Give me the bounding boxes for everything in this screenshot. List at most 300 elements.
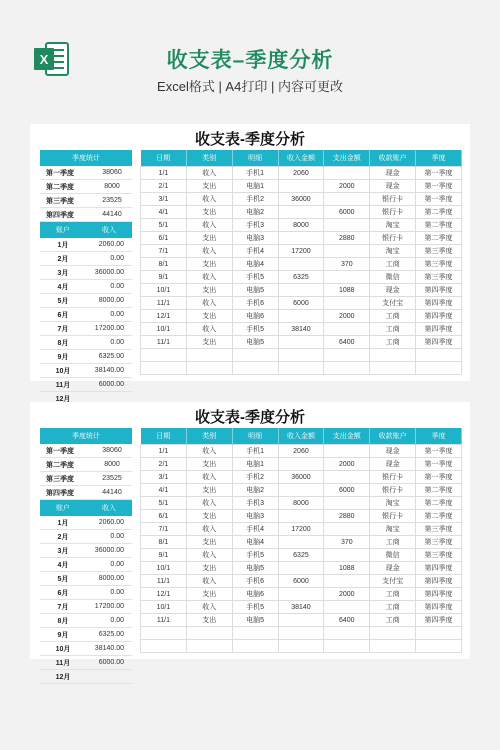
table-cell: 电脑5 xyxy=(232,284,278,297)
table-cell: 电脑3 xyxy=(232,510,278,523)
table-cell xyxy=(186,349,232,362)
quarter-row xyxy=(40,208,132,222)
table-cell xyxy=(324,575,370,588)
table-cell: 工商 xyxy=(370,310,416,323)
table-cell: 手机5 xyxy=(232,323,278,336)
table-cell xyxy=(278,336,324,349)
account-month: 12月 xyxy=(55,673,71,681)
account-month: 2月 xyxy=(57,533,69,541)
table-cell: 第二季度 xyxy=(416,206,462,219)
table-cell xyxy=(324,497,370,510)
table-cell: 淘宝 xyxy=(370,523,416,536)
table-cell: 第四季度 xyxy=(416,297,462,310)
table-row xyxy=(141,310,462,323)
table-cell: 第一季度 xyxy=(416,458,462,471)
table-cell: 电脑4 xyxy=(232,258,278,271)
account-row xyxy=(40,530,132,544)
table-cell: 370 xyxy=(324,536,370,549)
table-cell: 收入 xyxy=(186,323,232,336)
account-row xyxy=(40,558,132,572)
table-cell xyxy=(141,362,187,375)
table-cell: 5/1 xyxy=(141,497,187,510)
account-row xyxy=(40,280,132,294)
table-row xyxy=(141,245,462,258)
table-row xyxy=(141,362,462,375)
sheet-title: 收支表-季度分析 xyxy=(195,409,305,426)
account-header-label: 账户 xyxy=(56,505,70,512)
account-month: 4月 xyxy=(57,561,69,569)
table-cell: 38140 xyxy=(278,601,324,614)
table-row xyxy=(141,284,462,297)
table-cell xyxy=(278,640,324,653)
table-row xyxy=(141,549,462,562)
table-cell xyxy=(278,536,324,549)
account-row xyxy=(40,600,132,614)
table-row xyxy=(141,588,462,601)
account-income: 0.00 xyxy=(110,561,124,568)
table-cell: 收入 xyxy=(186,549,232,562)
table-cell: 第二季度 xyxy=(416,497,462,510)
table-row xyxy=(141,458,462,471)
table-cell xyxy=(416,640,462,653)
table-cell: 8/1 xyxy=(141,258,187,271)
account-month: 3月 xyxy=(57,269,69,277)
account-row xyxy=(40,614,132,628)
table-cell xyxy=(278,362,324,375)
table-cell: 6000 xyxy=(324,484,370,497)
quarter-name: 第二季度 xyxy=(46,461,74,469)
quarter-name: 第三季度 xyxy=(46,197,74,205)
table-cell: 手机5 xyxy=(232,271,278,284)
table-cell: 现金 xyxy=(370,562,416,575)
table-cell xyxy=(324,601,370,614)
table-cell: 支出 xyxy=(186,336,232,349)
table-row xyxy=(141,601,462,614)
table-cell xyxy=(324,445,370,458)
table-cell: 微信 xyxy=(370,271,416,284)
table-cell: 10/1 xyxy=(141,284,187,297)
table-row xyxy=(141,167,462,180)
table-cell: 支出 xyxy=(186,536,232,549)
table-cell: 支出 xyxy=(186,180,232,193)
table-cell: 收入 xyxy=(186,445,232,458)
table-row xyxy=(141,562,462,575)
table-cell: 支出 xyxy=(186,310,232,323)
column-header: 类别 xyxy=(186,150,232,167)
table-cell: 手机5 xyxy=(232,601,278,614)
page-subtitle: Excel格式 | A4打印 | 内容可更改 xyxy=(157,79,343,94)
table-cell: 10/1 xyxy=(141,323,187,336)
table-cell: 2880 xyxy=(324,232,370,245)
account-income: 17200.00 xyxy=(94,603,124,610)
account-income: 6325.00 xyxy=(98,353,124,360)
quarter-row xyxy=(40,166,132,180)
account-header-label: 账户 xyxy=(56,227,70,234)
table-cell: 第一季度 xyxy=(416,193,462,206)
table-cell: 电脑2 xyxy=(232,206,278,219)
account-month: 9月 xyxy=(57,631,69,639)
table-cell: 支付宝 xyxy=(370,575,416,588)
account-month: 7月 xyxy=(57,325,69,333)
quarter-value: 38060 xyxy=(102,169,122,176)
table-cell: 第四季度 xyxy=(416,310,462,323)
account-row xyxy=(40,572,132,586)
table-cell: 电脑6 xyxy=(232,310,278,323)
table-cell: 支出 xyxy=(186,206,232,219)
table-cell: 支出 xyxy=(186,510,232,523)
account-row xyxy=(40,670,132,684)
quarter-value: 23525 xyxy=(102,197,122,204)
table-cell: 手机2 xyxy=(232,471,278,484)
table-cell: 11/1 xyxy=(141,575,187,588)
quarter-name: 第三季度 xyxy=(46,475,74,483)
table-row xyxy=(141,445,462,458)
quarter-name: 第二季度 xyxy=(46,183,74,191)
table-cell: 银行卡 xyxy=(370,206,416,219)
table-cell xyxy=(278,510,324,523)
account-income: 36000.00 xyxy=(94,269,124,276)
account-income: 8000.00 xyxy=(98,575,124,582)
account-income: 0.00 xyxy=(110,283,124,290)
svg-text:X: X xyxy=(39,52,49,67)
table-row xyxy=(141,497,462,510)
table-cell xyxy=(278,180,324,193)
table-cell: 第一季度 xyxy=(416,471,462,484)
table-cell: 11/1 xyxy=(141,614,187,627)
table-cell xyxy=(324,193,370,206)
account-month: 11月 xyxy=(55,381,71,389)
table-row xyxy=(141,523,462,536)
account-month: 4月 xyxy=(57,283,69,291)
spreadsheet-preview xyxy=(30,402,470,681)
table-row xyxy=(141,271,462,284)
table-cell xyxy=(278,284,324,297)
account-row xyxy=(40,628,132,642)
transaction-table xyxy=(140,428,462,653)
account-income: 38140.00 xyxy=(94,645,124,652)
table-cell: 第四季度 xyxy=(416,614,462,627)
table-cell: 12/1 xyxy=(141,588,187,601)
table-cell: 银行卡 xyxy=(370,471,416,484)
table-cell: 2000 xyxy=(324,180,370,193)
table-row xyxy=(141,536,462,549)
table-cell: 工商 xyxy=(370,323,416,336)
table-cell: 6400 xyxy=(324,614,370,627)
table-cell xyxy=(278,349,324,362)
table-cell: 工商 xyxy=(370,601,416,614)
column-header: 季度 xyxy=(416,150,462,167)
column-header: 明细 xyxy=(232,150,278,167)
quarter-value: 8000 xyxy=(104,183,120,190)
table-cell xyxy=(278,627,324,640)
table-cell: 现金 xyxy=(370,458,416,471)
account-month: 6月 xyxy=(57,589,69,597)
table-cell: 收入 xyxy=(186,523,232,536)
table-cell xyxy=(186,362,232,375)
table-cell xyxy=(141,640,187,653)
table-cell: 4/1 xyxy=(141,206,187,219)
quarter-name: 第四季度 xyxy=(46,489,74,497)
account-month: 10月 xyxy=(55,367,71,375)
account-row xyxy=(40,586,132,600)
table-cell: 8/1 xyxy=(141,536,187,549)
table-cell: 电脑5 xyxy=(232,336,278,349)
table-cell: 8000 xyxy=(278,219,324,232)
account-month: 5月 xyxy=(57,575,69,583)
table-cell xyxy=(324,297,370,310)
table-cell: 第四季度 xyxy=(416,588,462,601)
table-cell: 7/1 xyxy=(141,523,187,536)
account-month: 9月 xyxy=(57,353,69,361)
table-cell: 2060 xyxy=(278,167,324,180)
account-month: 3月 xyxy=(57,547,69,555)
table-cell: 6000 xyxy=(324,206,370,219)
table-cell: 收入 xyxy=(186,497,232,510)
table-cell: 9/1 xyxy=(141,271,187,284)
table-cell xyxy=(232,349,278,362)
quarter-row xyxy=(40,194,132,208)
table-cell xyxy=(324,523,370,536)
column-header: 季度 xyxy=(416,428,462,445)
table-cell: 银行卡 xyxy=(370,193,416,206)
table-cell: 第二季度 xyxy=(416,484,462,497)
table-cell: 36000 xyxy=(278,193,324,206)
account-row xyxy=(40,378,132,392)
table-cell: 工商 xyxy=(370,336,416,349)
table-cell xyxy=(324,471,370,484)
table-cell xyxy=(232,640,278,653)
table-cell: 收入 xyxy=(186,601,232,614)
column-header: 日期 xyxy=(141,150,187,167)
table-cell: 7/1 xyxy=(141,245,187,258)
table-cell: 1/1 xyxy=(141,445,187,458)
table-cell xyxy=(141,627,187,640)
table-cell xyxy=(324,245,370,258)
account-income: 6000.00 xyxy=(98,659,124,666)
table-cell: 支出 xyxy=(186,232,232,245)
account-month: 1月 xyxy=(57,519,69,527)
table-row xyxy=(141,349,462,362)
table-cell: 第一季度 xyxy=(416,445,462,458)
table-cell xyxy=(141,349,187,362)
account-row xyxy=(40,238,132,252)
table-cell: 手机1 xyxy=(232,167,278,180)
table-cell: 第二季度 xyxy=(416,232,462,245)
table-cell: 第四季度 xyxy=(416,601,462,614)
table-row xyxy=(141,640,462,653)
table-cell xyxy=(278,310,324,323)
table-cell: 10/1 xyxy=(141,601,187,614)
table-row xyxy=(141,471,462,484)
table-cell: 工商 xyxy=(370,258,416,271)
table-cell: 收入 xyxy=(186,297,232,310)
spreadsheet-preview xyxy=(30,124,470,403)
account-month: 11月 xyxy=(55,659,71,667)
quarter-summary-header: 季度统计 xyxy=(40,428,132,444)
account-row xyxy=(40,252,132,266)
table-cell: 第四季度 xyxy=(416,284,462,297)
table-cell xyxy=(324,640,370,653)
table-row xyxy=(141,180,462,193)
quarter-summary-header: 季度统计 xyxy=(40,150,132,166)
sheet-title: 收支表-季度分析 xyxy=(195,131,305,148)
quarter-value: 44140 xyxy=(102,211,122,218)
account-row xyxy=(40,336,132,350)
column-header: 明细 xyxy=(232,428,278,445)
account-header xyxy=(40,222,132,238)
table-cell: 2880 xyxy=(324,510,370,523)
table-cell: 8000 xyxy=(278,497,324,510)
table-cell: 手机3 xyxy=(232,497,278,510)
table-cell: 手机5 xyxy=(232,549,278,562)
account-row xyxy=(40,294,132,308)
table-cell: 银行卡 xyxy=(370,484,416,497)
table-cell: 第四季度 xyxy=(416,336,462,349)
table-cell: 淘宝 xyxy=(370,245,416,258)
table-row xyxy=(141,510,462,523)
table-cell: 淘宝 xyxy=(370,219,416,232)
account-row xyxy=(40,308,132,322)
table-cell: 6400 xyxy=(324,336,370,349)
table-cell: 10/1 xyxy=(141,562,187,575)
table-cell: 现金 xyxy=(370,180,416,193)
table-cell: 第四季度 xyxy=(416,562,462,575)
quarter-value: 8000 xyxy=(104,461,120,468)
table-row xyxy=(141,336,462,349)
table-cell: 收入 xyxy=(186,219,232,232)
table-cell xyxy=(186,627,232,640)
quarter-value: 38060 xyxy=(102,447,122,454)
table-cell: 6000 xyxy=(278,297,324,310)
account-row xyxy=(40,544,132,558)
table-cell: 电脑2 xyxy=(232,484,278,497)
column-header: 收入金额 xyxy=(278,150,324,167)
table-cell: 2000 xyxy=(324,588,370,601)
table-cell: 电脑1 xyxy=(232,458,278,471)
income-header-label: 收入 xyxy=(102,227,116,234)
table-cell xyxy=(278,588,324,601)
account-month: 2月 xyxy=(57,255,69,263)
account-row xyxy=(40,656,132,670)
table-cell xyxy=(324,362,370,375)
table-cell: 电脑4 xyxy=(232,536,278,549)
table-row xyxy=(141,575,462,588)
table-cell: 6000 xyxy=(278,575,324,588)
table-cell xyxy=(324,271,370,284)
table-cell xyxy=(278,484,324,497)
table-cell xyxy=(416,349,462,362)
table-cell: 3/1 xyxy=(141,471,187,484)
table-row xyxy=(141,297,462,310)
table-cell: 第一季度 xyxy=(416,180,462,193)
table-cell: 电脑3 xyxy=(232,232,278,245)
table-cell: 2/1 xyxy=(141,180,187,193)
table-cell: 手机4 xyxy=(232,245,278,258)
table-cell: 收入 xyxy=(186,575,232,588)
table-cell xyxy=(324,167,370,180)
column-header: 支出金额 xyxy=(324,428,370,445)
account-header xyxy=(40,500,132,516)
table-cell: 第四季度 xyxy=(416,575,462,588)
table-cell: 1/1 xyxy=(141,167,187,180)
table-cell: 电脑6 xyxy=(232,588,278,601)
quarter-summary xyxy=(40,150,132,406)
table-cell: 第三季度 xyxy=(416,523,462,536)
account-month: 12月 xyxy=(55,395,71,403)
quarter-name: 第四季度 xyxy=(46,211,74,219)
page-title: 收支表–季度分析 xyxy=(166,49,334,72)
account-income: 17200.00 xyxy=(94,325,124,332)
table-cell: 支出 xyxy=(186,458,232,471)
account-income: 0.00 xyxy=(110,255,124,262)
column-header: 类别 xyxy=(186,428,232,445)
table-cell: 手机1 xyxy=(232,445,278,458)
account-row xyxy=(40,266,132,280)
table-cell: 手机6 xyxy=(232,297,278,310)
table-cell: 工商 xyxy=(370,536,416,549)
account-income: 0.00 xyxy=(110,589,124,596)
table-cell: 6/1 xyxy=(141,232,187,245)
table-cell: 1088 xyxy=(324,562,370,575)
table-cell: 3/1 xyxy=(141,193,187,206)
table-cell xyxy=(186,640,232,653)
table-cell: 收入 xyxy=(186,471,232,484)
table-cell: 2/1 xyxy=(141,458,187,471)
table-cell xyxy=(324,349,370,362)
table-cell xyxy=(278,562,324,575)
table-cell: 手机3 xyxy=(232,219,278,232)
account-month: 10月 xyxy=(55,645,71,653)
table-cell: 现金 xyxy=(370,167,416,180)
table-cell: 手机2 xyxy=(232,193,278,206)
quarter-row xyxy=(40,486,132,500)
table-cell: 第三季度 xyxy=(416,245,462,258)
table-cell xyxy=(324,219,370,232)
table-cell: 支付宝 xyxy=(370,297,416,310)
account-income: 36000.00 xyxy=(94,547,124,554)
account-income: 0.00 xyxy=(110,311,124,318)
account-month: 1月 xyxy=(57,241,69,249)
account-income: 0.00 xyxy=(110,339,124,346)
table-cell: 收入 xyxy=(186,193,232,206)
account-income: 38140.00 xyxy=(94,367,124,374)
table-cell: 支出 xyxy=(186,588,232,601)
table-cell: 6/1 xyxy=(141,510,187,523)
table-row xyxy=(141,258,462,271)
table-cell xyxy=(278,614,324,627)
table-cell: 38140 xyxy=(278,323,324,336)
table-cell: 2000 xyxy=(324,458,370,471)
table-cell: 微信 xyxy=(370,549,416,562)
table-cell xyxy=(324,549,370,562)
income-header-label: 收入 xyxy=(102,505,116,512)
table-cell: 支出 xyxy=(186,258,232,271)
table-cell: 第二季度 xyxy=(416,510,462,523)
table-cell xyxy=(278,458,324,471)
quarter-row xyxy=(40,444,132,458)
quarter-row xyxy=(40,472,132,486)
table-cell: 收入 xyxy=(186,271,232,284)
table-cell: 淘宝 xyxy=(370,497,416,510)
table-cell: 现金 xyxy=(370,284,416,297)
account-row xyxy=(40,516,132,530)
table-cell xyxy=(232,627,278,640)
table-cell xyxy=(324,627,370,640)
table-cell: 9/1 xyxy=(141,549,187,562)
table-row xyxy=(141,627,462,640)
table-cell: 1088 xyxy=(324,284,370,297)
account-row xyxy=(40,642,132,656)
